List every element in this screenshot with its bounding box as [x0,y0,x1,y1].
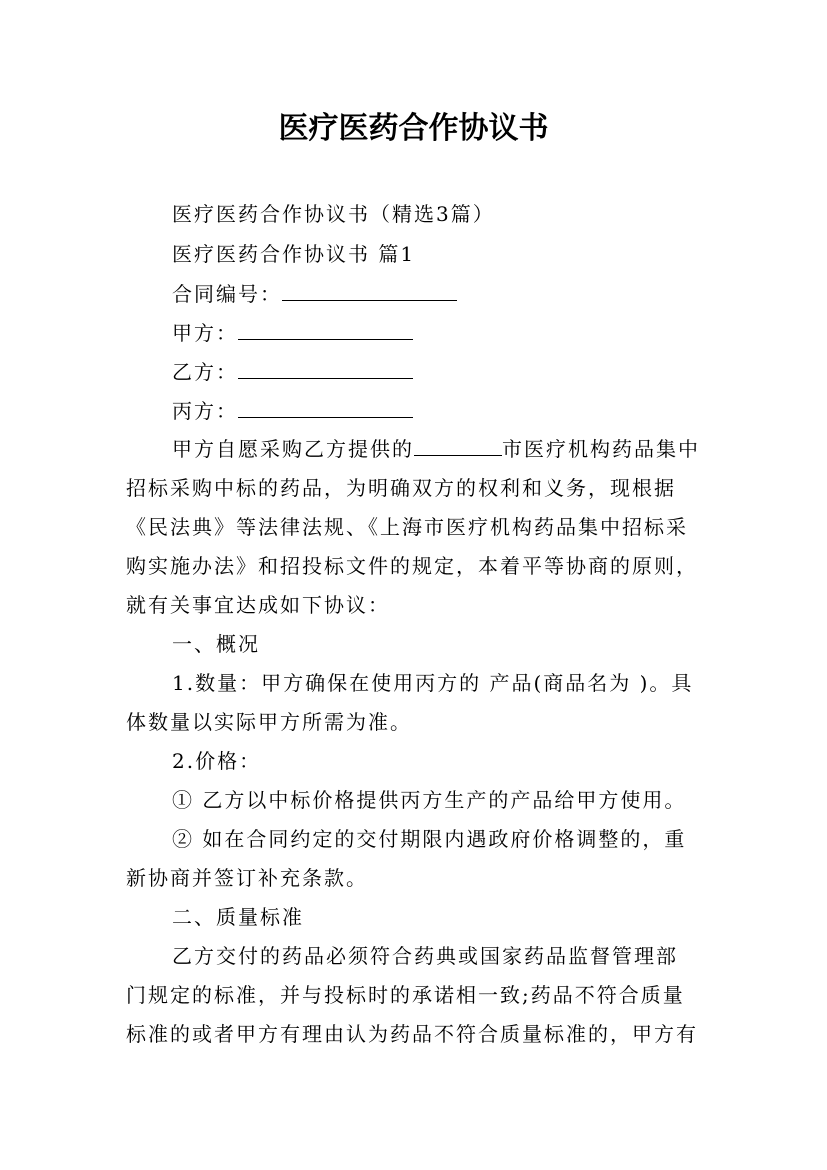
party-c-blank [238,399,413,418]
price-item-2: ② 如在合同约定的交付期限内遇政府价格调整的，重 [172,827,687,851]
section-2-heading: 二、质量标准 [172,905,304,929]
quality-line: 标准的或者甲方有理由认为药品不符合质量标准的，甲方有 [126,1022,698,1046]
subtitle: 医疗医药合作协议书（精选3篇） [172,202,495,226]
contract-number-label: 合同编号： [172,282,282,306]
intro-blank [414,437,502,456]
party-a-blank [238,321,413,340]
contract-number-line [172,278,457,307]
intro-line: 就有关事宜达成如下协议： [126,593,390,617]
quantity-line: 体数量以实际甲方所需为准。 [126,710,412,734]
party-a-label: 甲方： [172,321,238,345]
quantity-line: 1.数量：甲方确保在使用丙方的 产品(商品名为 )。具 [172,671,694,695]
quality-line: 乙方交付的药品必须符合药典或国家药品监督管理部 [172,944,678,968]
party-b-label: 乙方： [172,360,238,384]
party-c-label: 丙方： [172,399,238,423]
document-title: 医疗医药合作协议书 [278,111,549,146]
party-c-line [172,395,413,424]
section-1-heading: 一、概况 [172,632,260,656]
quality-line: 门规定的标准，并与投标时的承诺相一致;药品不符合质量 [126,983,685,1007]
intro-line: 招标采购中标的药品，为明确双方的权利和义务，现根据 [126,476,676,500]
party-a-line [172,317,413,346]
section-heading: 医疗医药合作协议书 篇1 [172,242,416,266]
party-b-line [172,356,413,385]
intro-text: 市医疗机构药品集中 [502,437,700,461]
intro-text: 甲方自愿采购乙方提供的 [172,437,414,461]
intro-line: 《民法典》等法律法规、《上海市医疗机构药品集中招标采 [126,515,688,539]
price-item-2: 新协商并签订补充条款。 [126,866,368,890]
intro-line: 购实施办法》和招投标文件的规定，本着平等协商的原则， [126,554,698,578]
price-heading: 2.价格： [172,749,262,773]
intro-line [172,433,700,462]
party-b-blank [238,360,413,379]
price-item-1: ① 乙方以中标价格提供丙方生产的产品给甲方使用。 [172,788,687,812]
contract-number-blank [282,282,457,301]
